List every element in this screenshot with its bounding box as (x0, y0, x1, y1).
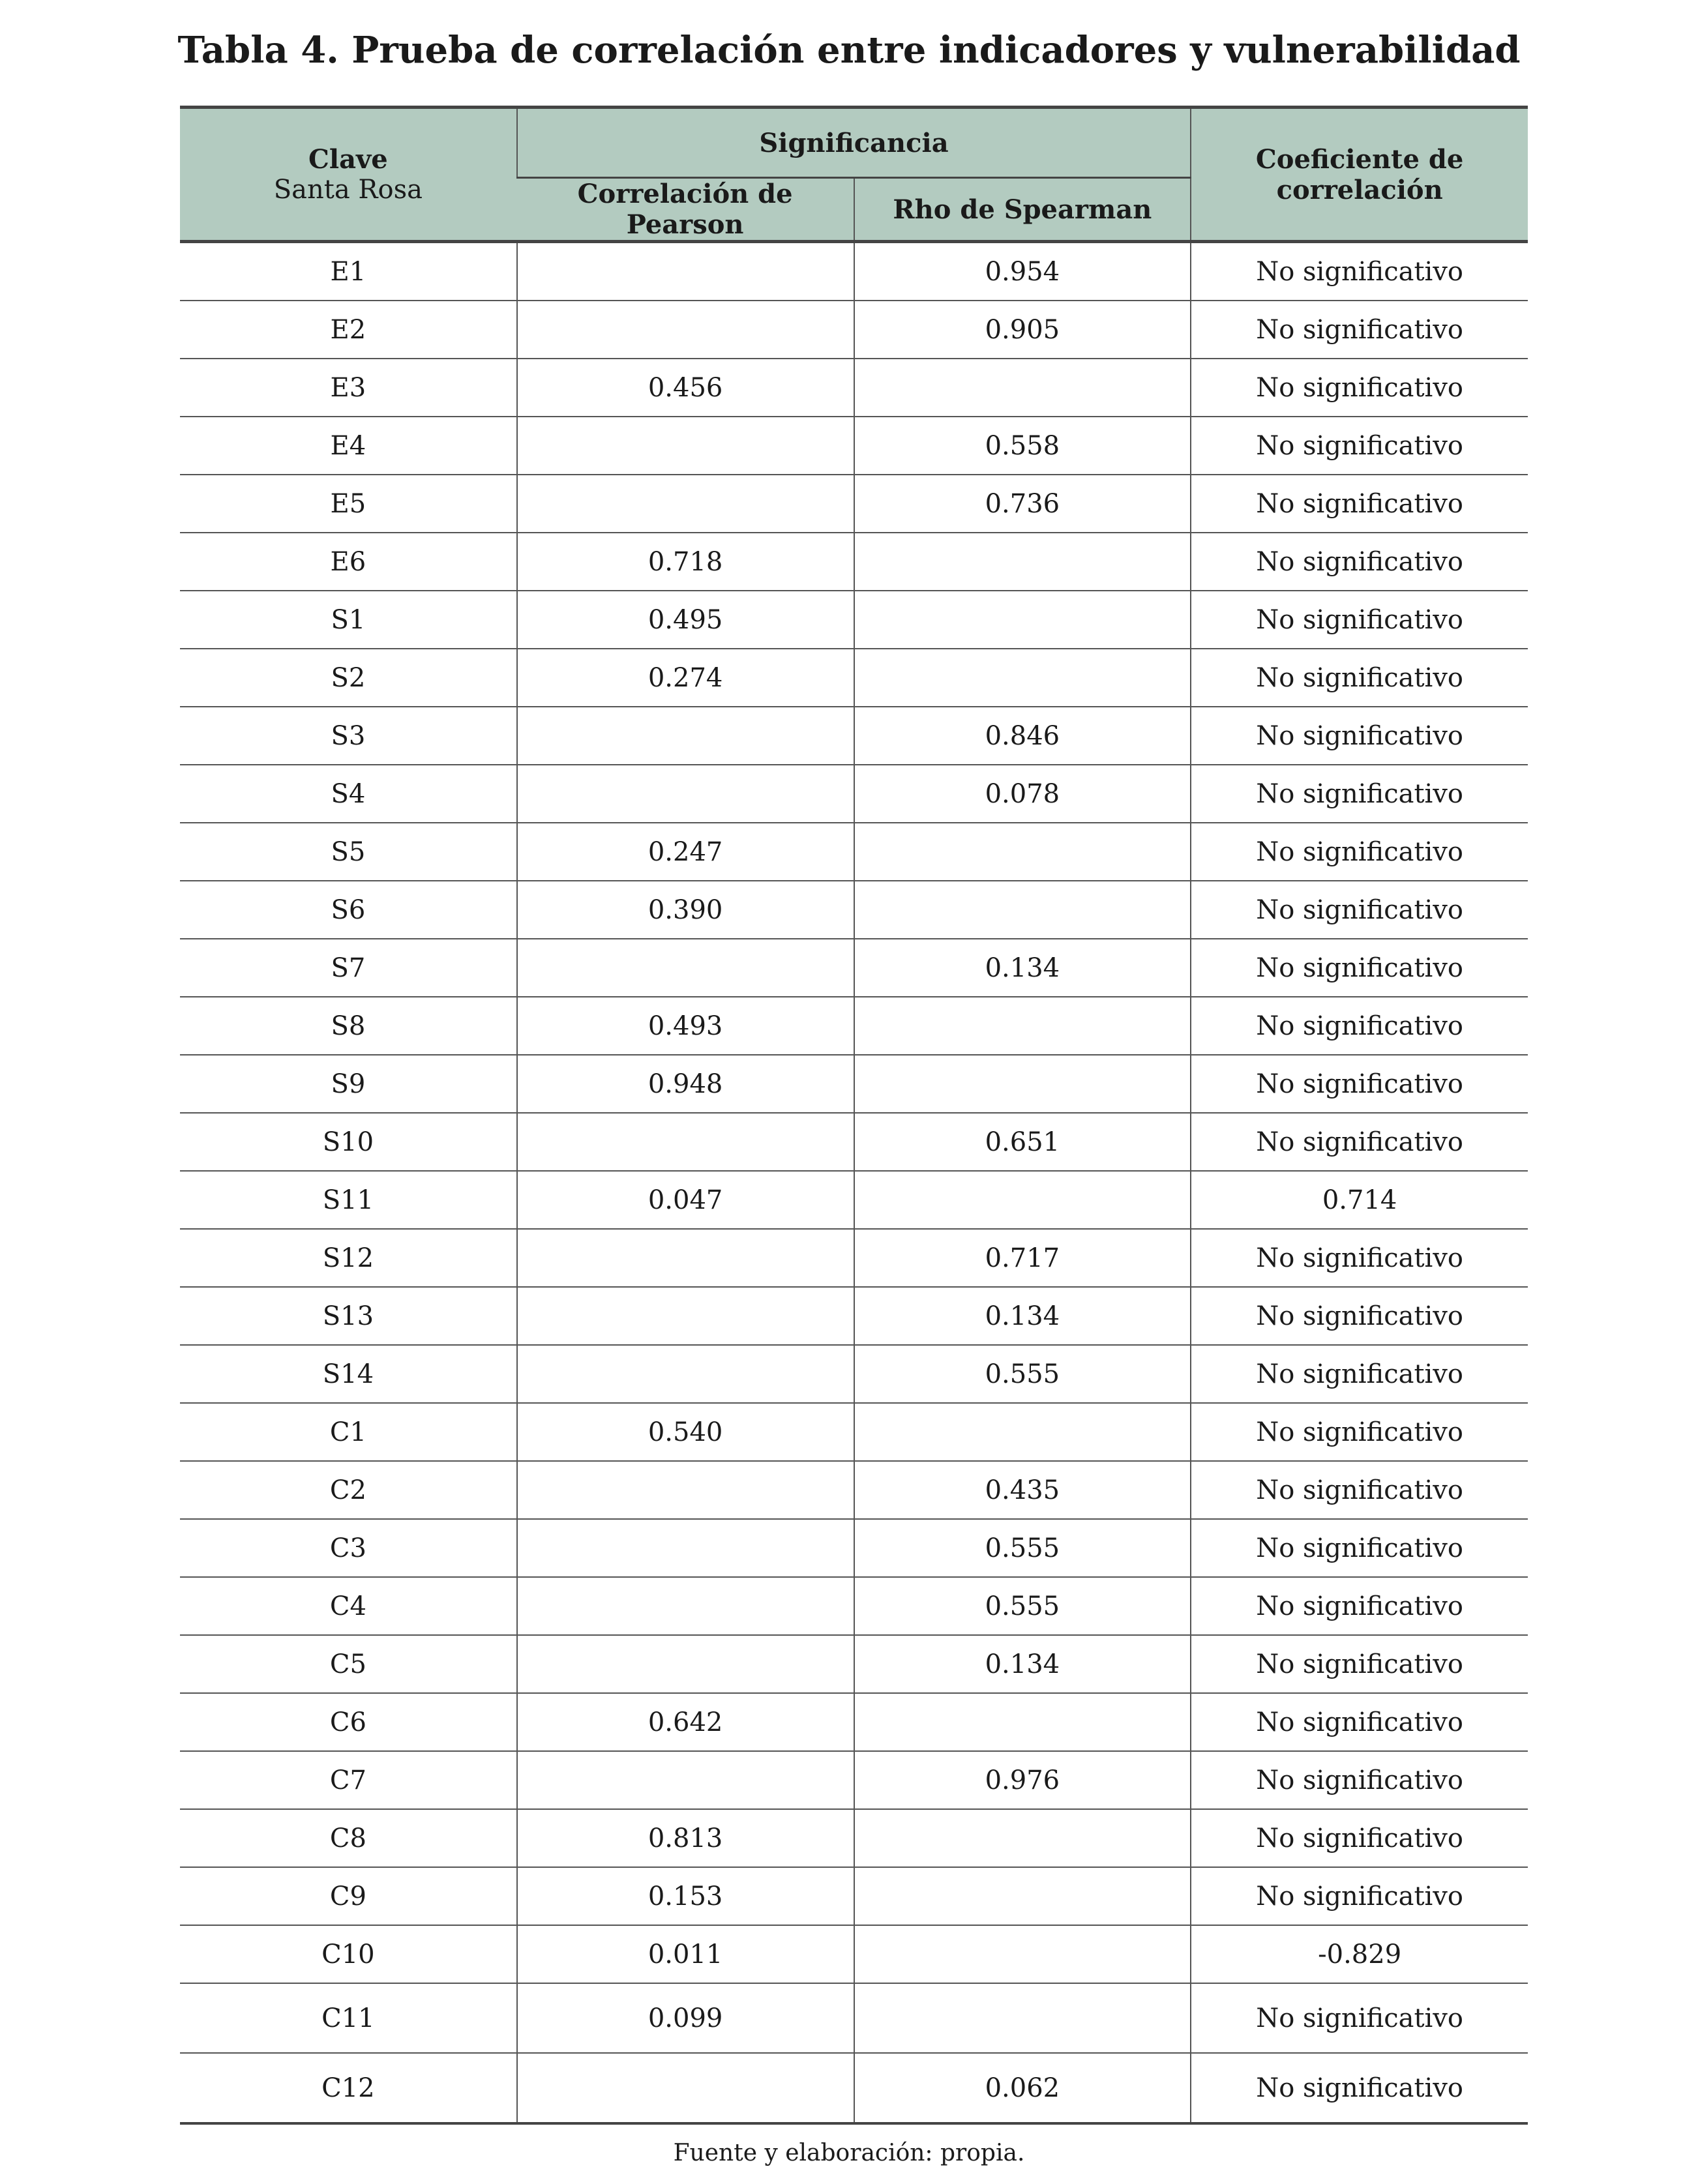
cell-pearson (517, 1461, 854, 1519)
cell-spearman: 0.846 (854, 707, 1191, 765)
cell-coef: No significativo (1191, 591, 1528, 649)
cell-spearman: 0.555 (854, 1577, 1191, 1635)
cell-clave: C2 (180, 1461, 517, 1519)
table-row (180, 1983, 1528, 2053)
table-row (180, 1693, 1528, 1751)
cell-coef: No significativo (1191, 649, 1528, 707)
cell-coef: No significativo (1191, 997, 1528, 1055)
cell-coef: No significativo (1191, 1229, 1528, 1287)
table-row (180, 591, 1528, 649)
table-row (180, 1809, 1528, 1867)
cell-pearson (517, 1577, 854, 1635)
cell-clave: E5 (180, 475, 517, 533)
cell-spearman: 0.062 (854, 2053, 1191, 2123)
cell-pearson: 0.011 (517, 1925, 854, 1983)
cell-pearson (517, 1287, 854, 1345)
cell-clave: C7 (180, 1751, 517, 1809)
cell-clave: S11 (180, 1171, 517, 1229)
header-clave-sub: Santa Rosa (273, 175, 423, 205)
cell-spearman (854, 1693, 1191, 1751)
table-row (180, 1171, 1528, 1229)
header-coeficiente (1191, 108, 1528, 242)
table-footer-source: Fuente y elaboración: propia. (673, 2140, 1025, 2166)
cell-clave: C9 (180, 1867, 517, 1925)
table-title: Tabla 4. Prueba de correlación entre indicadores y vulnerabilidad (177, 29, 1521, 72)
cell-coef: No significativo (1191, 1867, 1528, 1925)
cell-spearman: 0.134 (854, 1635, 1191, 1693)
cell-pearson (517, 1635, 854, 1693)
cell-spearman (854, 1983, 1191, 2053)
header-spearman: Rho de Spearman (854, 178, 1191, 242)
cell-clave: S6 (180, 881, 517, 939)
cell-coef: No significativo (1191, 1983, 1528, 2053)
cell-clave: S3 (180, 707, 517, 765)
cell-coef: No significativo (1191, 881, 1528, 939)
cell-pearson: 0.099 (517, 1983, 854, 2053)
cell-clave: C1 (180, 1403, 517, 1461)
table-row (180, 823, 1528, 881)
cell-pearson (517, 242, 854, 301)
cell-coef: No significativo (1191, 1461, 1528, 1519)
cell-coef: No significativo (1191, 1809, 1528, 1867)
cell-spearman (854, 881, 1191, 939)
cell-coef: No significativo (1191, 1519, 1528, 1577)
cell-spearman: 0.555 (854, 1345, 1191, 1403)
cell-pearson: 0.813 (517, 1809, 854, 1867)
cell-pearson (517, 1751, 854, 1809)
cell-coef: No significativo (1191, 417, 1528, 475)
table-row (180, 1403, 1528, 1461)
cell-spearman (854, 1867, 1191, 1925)
table-row (180, 765, 1528, 823)
cell-pearson (517, 2053, 854, 2123)
cell-clave: S2 (180, 649, 517, 707)
cell-clave: E6 (180, 533, 517, 591)
table-row (180, 649, 1528, 707)
cell-pearson (517, 765, 854, 823)
header-clave (180, 108, 517, 242)
cell-clave: S8 (180, 997, 517, 1055)
cell-coef: -0.829 (1191, 1925, 1528, 1983)
cell-spearman: 0.435 (854, 1461, 1191, 1519)
cell-coef: No significativo (1191, 533, 1528, 591)
table-row (180, 1577, 1528, 1635)
cell-clave: S5 (180, 823, 517, 881)
cell-pearson: 0.718 (517, 533, 854, 591)
cell-pearson (517, 707, 854, 765)
table-row (180, 1461, 1528, 1519)
cell-spearman: 0.717 (854, 1229, 1191, 1287)
cell-clave: S7 (180, 939, 517, 997)
cell-coef: No significativo (1191, 1751, 1528, 1809)
cell-clave: C6 (180, 1693, 517, 1751)
cell-pearson: 0.948 (517, 1055, 854, 1113)
cell-spearman: 0.078 (854, 765, 1191, 823)
cell-coef: No significativo (1191, 2053, 1528, 2123)
cell-coef: No significativo (1191, 1635, 1528, 1693)
table-row (180, 1635, 1528, 1693)
cell-spearman (854, 649, 1191, 707)
cell-spearman: 0.905 (854, 301, 1191, 359)
cell-coef: No significativo (1191, 1287, 1528, 1345)
cell-pearson: 0.493 (517, 997, 854, 1055)
cell-pearson: 0.047 (517, 1171, 854, 1229)
cell-pearson (517, 1113, 854, 1171)
cell-clave: S4 (180, 765, 517, 823)
cell-coef: No significativo (1191, 242, 1528, 301)
cell-pearson (517, 939, 854, 997)
cell-pearson: 0.390 (517, 881, 854, 939)
cell-pearson: 0.642 (517, 1693, 854, 1751)
cell-spearman: 0.976 (854, 1751, 1191, 1809)
cell-coef: No significativo (1191, 301, 1528, 359)
cell-pearson (517, 1345, 854, 1403)
cell-clave: S12 (180, 1229, 517, 1287)
cell-coef: No significativo (1191, 707, 1528, 765)
cell-clave: E1 (180, 242, 517, 301)
cell-pearson: 0.247 (517, 823, 854, 881)
cell-spearman: 0.651 (854, 1113, 1191, 1171)
cell-coef: No significativo (1191, 1113, 1528, 1171)
table-row (180, 417, 1528, 475)
table-row (180, 475, 1528, 533)
cell-clave: C3 (180, 1519, 517, 1577)
table-row (180, 1925, 1528, 1983)
cell-spearman (854, 823, 1191, 881)
cell-clave: C4 (180, 1577, 517, 1635)
table-row (180, 1229, 1528, 1287)
cell-spearman: 0.558 (854, 417, 1191, 475)
cell-pearson: 0.153 (517, 1867, 854, 1925)
cell-pearson (517, 1229, 854, 1287)
cell-clave: C12 (180, 2053, 517, 2123)
table-header (180, 108, 1528, 242)
table-row (180, 1867, 1528, 1925)
table-row (180, 1751, 1528, 1809)
cell-clave: E2 (180, 301, 517, 359)
cell-clave: C8 (180, 1809, 517, 1867)
header-pearson: Correlación de Pearson (517, 178, 854, 242)
cell-pearson (517, 1519, 854, 1577)
cell-spearman (854, 359, 1191, 417)
cell-clave: S14 (180, 1345, 517, 1403)
cell-coef: No significativo (1191, 1345, 1528, 1403)
cell-clave: E3 (180, 359, 517, 417)
cell-pearson (517, 301, 854, 359)
header-significancia: Significancia (517, 108, 1191, 178)
cell-spearman (854, 1403, 1191, 1461)
cell-spearman (854, 1055, 1191, 1113)
cell-spearman (854, 1171, 1191, 1229)
cell-pearson: 0.495 (517, 591, 854, 649)
cell-clave: C11 (180, 1983, 517, 2053)
table-body (180, 242, 1528, 2124)
cell-clave: S10 (180, 1113, 517, 1171)
correlation-table (180, 106, 1528, 2125)
cell-clave: E4 (180, 417, 517, 475)
cell-coef: No significativo (1191, 765, 1528, 823)
cell-spearman (854, 1809, 1191, 1867)
table-row (180, 1055, 1528, 1113)
table-row (180, 242, 1528, 301)
cell-pearson: 0.456 (517, 359, 854, 417)
cell-coef: No significativo (1191, 1577, 1528, 1635)
header-coef-line2: correlación (1276, 174, 1443, 205)
cell-pearson (517, 475, 854, 533)
header-coef-line1: Coeficiente de (1255, 143, 1464, 175)
cell-coef: No significativo (1191, 359, 1528, 417)
table-row (180, 707, 1528, 765)
cell-coef: No significativo (1191, 1693, 1528, 1751)
cell-coef: No significativo (1191, 823, 1528, 881)
cell-spearman: 0.736 (854, 475, 1191, 533)
table-row (180, 533, 1528, 591)
table-row (180, 997, 1528, 1055)
cell-spearman (854, 533, 1191, 591)
table-row (180, 1287, 1528, 1345)
cell-pearson: 0.540 (517, 1403, 854, 1461)
cell-clave: S9 (180, 1055, 517, 1113)
cell-spearman: 0.134 (854, 939, 1191, 997)
cell-clave: C5 (180, 1635, 517, 1693)
table-row (180, 301, 1528, 359)
cell-coef: No significativo (1191, 1055, 1528, 1113)
cell-spearman: 0.954 (854, 242, 1191, 301)
cell-spearman (854, 591, 1191, 649)
cell-coef: No significativo (1191, 475, 1528, 533)
table-row (180, 1519, 1528, 1577)
cell-spearman: 0.555 (854, 1519, 1191, 1577)
cell-coef: 0.714 (1191, 1171, 1528, 1229)
cell-spearman (854, 1925, 1191, 1983)
cell-coef: No significativo (1191, 1403, 1528, 1461)
table-row (180, 1345, 1528, 1403)
cell-clave: C10 (180, 1925, 517, 1983)
cell-clave: S13 (180, 1287, 517, 1345)
table-row (180, 939, 1528, 997)
cell-pearson: 0.274 (517, 649, 854, 707)
cell-spearman (854, 997, 1191, 1055)
table-row (180, 881, 1528, 939)
cell-coef: No significativo (1191, 939, 1528, 997)
cell-pearson (517, 417, 854, 475)
header-clave-label: Clave (308, 144, 388, 175)
table-row (180, 359, 1528, 417)
cell-spearman: 0.134 (854, 1287, 1191, 1345)
table-row (180, 2053, 1528, 2123)
cell-clave: S1 (180, 591, 517, 649)
table-row (180, 1113, 1528, 1171)
